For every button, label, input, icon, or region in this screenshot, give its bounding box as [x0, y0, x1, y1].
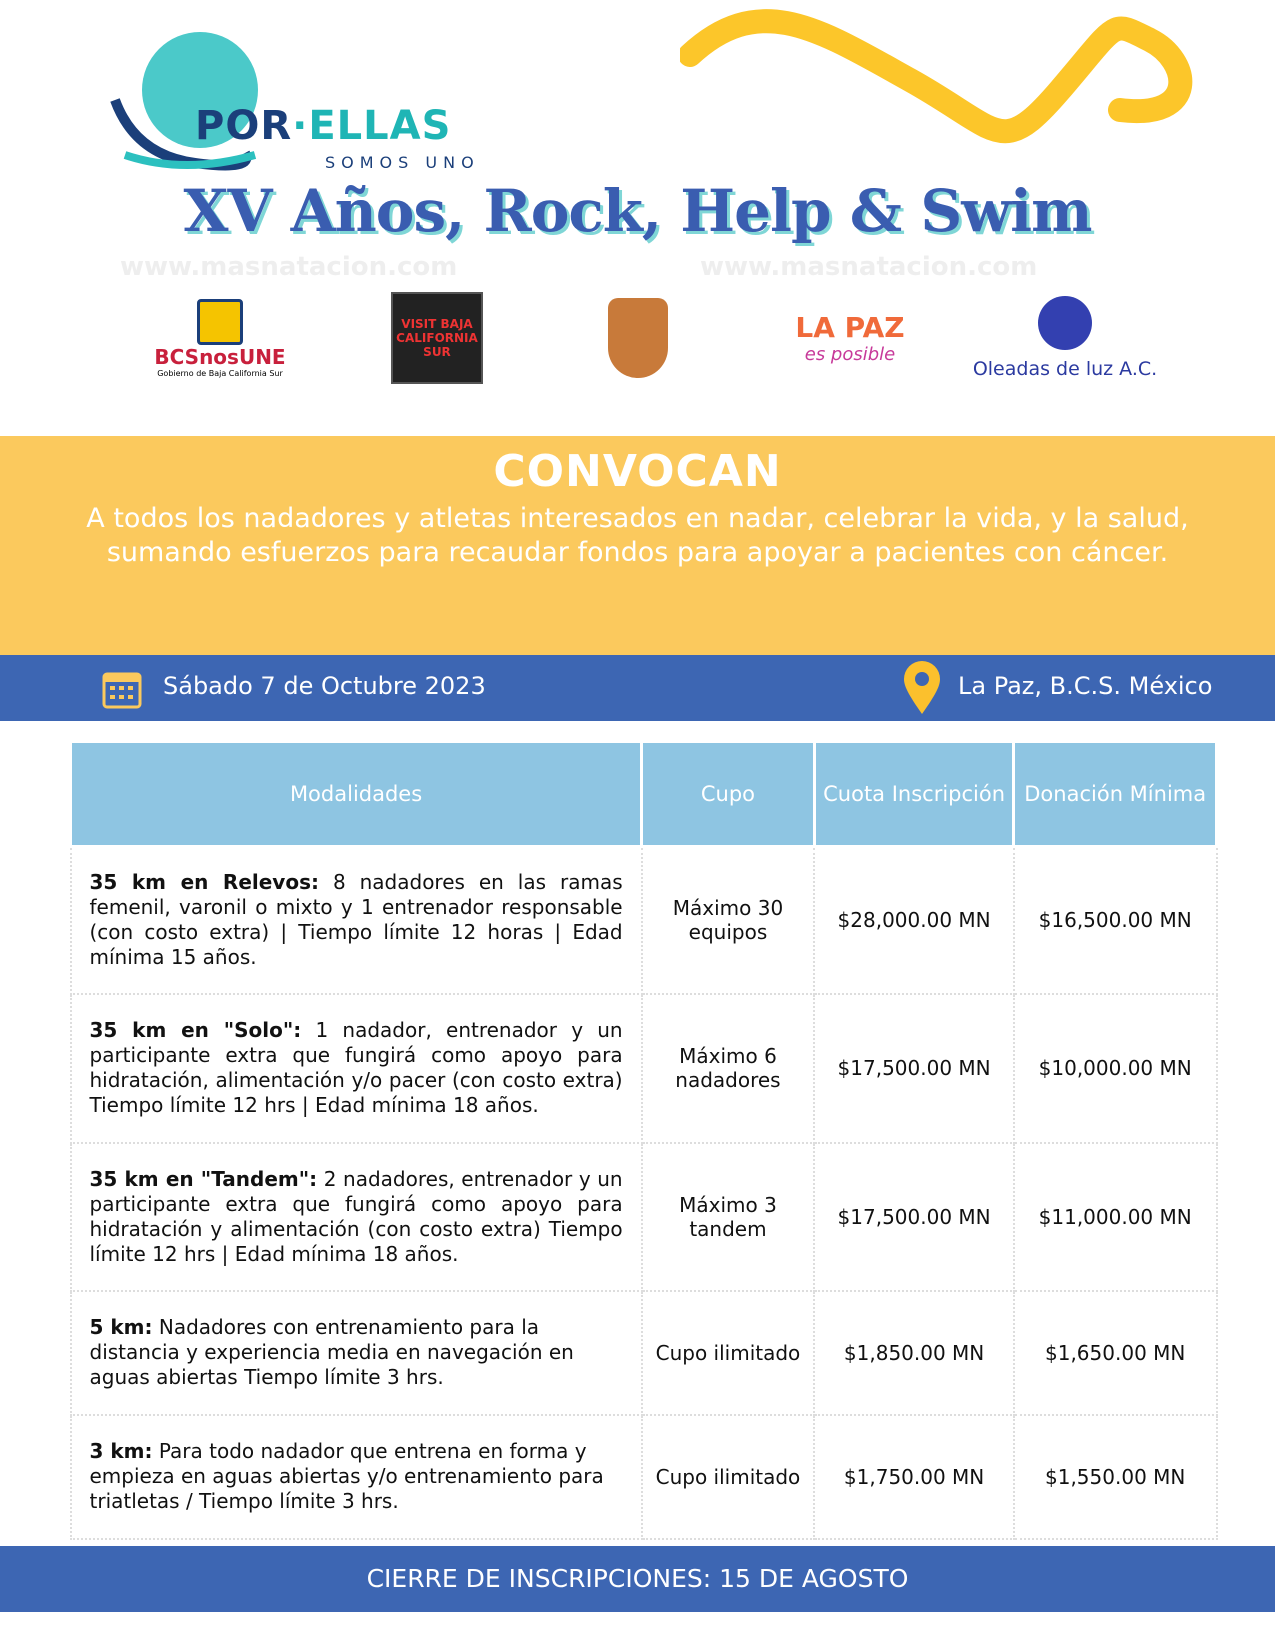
watermark: www.masnatacion.com — [120, 252, 458, 282]
por-ellas-logo — [105, 25, 495, 175]
sponsor-bcs — [140, 288, 300, 388]
cupo-cell: Máximo 3 tandem — [642, 1143, 815, 1291]
modalidad-name: 35 km en Relevos: — [89, 870, 319, 895]
sponsor-visit-bcs — [391, 292, 483, 384]
logo-tagline: SOMOS UNO — [325, 153, 480, 172]
logo-part1: POR — [195, 103, 293, 149]
table-row — [71, 1143, 1217, 1291]
header-donacion: Donación Mínima — [1014, 742, 1217, 847]
cupo-cell: Máximo 6 nadadores — [642, 994, 815, 1143]
donacion-cell: $10,000.00 MN — [1014, 994, 1217, 1143]
cupo-cell: Cupo ilimitado — [642, 1415, 815, 1539]
shield-icon — [197, 299, 243, 345]
donacion-cell: $1,550.00 MN — [1014, 1415, 1217, 1539]
convocan-heading: CONVOCAN — [493, 446, 782, 497]
modalidad-name: 35 km en "Tandem": — [89, 1166, 318, 1191]
convocan-banner — [0, 436, 1275, 655]
modalidad-name: 35 km en "Solo": — [89, 1018, 302, 1042]
cupo-cell: Cupo ilimitado — [642, 1291, 815, 1415]
event-date: Sábado 7 de Octubre 2023 — [163, 672, 486, 700]
table-row — [71, 994, 1217, 1143]
header-cupo: Cupo — [642, 742, 815, 847]
modalidad-cell — [71, 1415, 642, 1539]
modalidad-desc: 8 nadadores en las ramas femenil, varonil o mixto y 1 entrenador responsable (con costo extra) | Tiempo límite 12 horas | Edad mínima 15 años. — [89, 870, 623, 970]
watermark: www.masnatacion.com — [700, 252, 1038, 282]
info-bar — [0, 655, 1275, 721]
table-row — [71, 847, 1217, 994]
donacion-cell: $1,650.00 MN — [1014, 1291, 1217, 1415]
table-header-row — [71, 742, 1217, 847]
cuota-cell: $1,850.00 MN — [814, 1291, 1014, 1415]
sponsor-sub: es posible — [804, 344, 896, 365]
modalidad-cell — [71, 1291, 642, 1415]
wave-logo-icon — [1038, 296, 1092, 350]
modalidad-name: 3 km: — [89, 1439, 153, 1463]
table-row — [71, 1415, 1217, 1539]
modalidad-desc: 2 nadadores, entrenador y un participante extra que fungirá como apoyo para hidratación y alimentación (con costo extra) Tiempo límite 12 hrs | Edad mínima 18 años. — [89, 1166, 623, 1266]
sponsor-coat-of-arms — [598, 288, 678, 388]
sponsor-la-paz — [795, 288, 905, 388]
convocan-text: A todos los nadadores y atletas interesados en nadar, celebrar la vida, y la salud, sumando esfuerzos para recaudar fondos para apoyar a pacientes con cáncer. — [86, 503, 1189, 568]
sponsor-name: Oleadas de luz A.C. — [972, 358, 1158, 380]
cuota-cell: $17,500.00 MN — [814, 994, 1014, 1143]
sponsor-sub: Gobierno de Baja California Sur — [157, 368, 283, 378]
cupo-cell: Máximo 30 equipos — [642, 847, 815, 994]
modalidad-name: 5 km: — [89, 1315, 153, 1339]
registration-deadline-banner: CIERRE DE INSCRIPCIONES: 15 DE AGOSTO — [0, 1546, 1275, 1612]
modalidad-desc: 1 nadador, entrenador y un participante extra que fungirá como apoyo para hidratación, alimentación y/o pacer (con costo extra) Tiempo límite 12 hrs | Edad mínima 18 años. — [89, 1018, 623, 1117]
sponsor-name: BCSnosUNE — [154, 344, 286, 369]
ribbon-decoration — [680, 0, 1240, 150]
modalidad-desc: Para todo nadador que entrena en forma y empieza en aguas abiertas y/o entrenamiento para triatletas / Tiempo límite 3 hrs. — [89, 1439, 604, 1513]
modalidad-desc: Nadadores con entrenamiento para la distancia y experiencia media en navegación en aguas abiertas Tiempo límite 3 hrs. — [89, 1315, 574, 1389]
event-title: XV Años, Rock, Help & Swim — [183, 177, 1092, 245]
header-modalidades: Modalidades — [71, 742, 642, 847]
globe-icon — [105, 25, 275, 175]
location-pin-icon — [903, 660, 941, 716]
calendar-icon — [102, 669, 142, 709]
cuota-cell: $1,750.00 MN — [814, 1415, 1014, 1539]
modalidad-cell — [71, 1143, 642, 1291]
logo-part2: ·ELLAS — [292, 103, 452, 149]
donacion-cell: $16,500.00 MN — [1014, 847, 1217, 994]
sponsor-name: VISIT BAJA CALIFORNIA SUR — [396, 317, 478, 359]
event-location: La Paz, B.C.S. México — [958, 672, 1213, 700]
table-row — [71, 1291, 1217, 1415]
modalidad-cell — [71, 847, 642, 994]
sponsor-oleadas — [955, 288, 1175, 388]
coat-of-arms-icon — [608, 298, 668, 378]
donacion-cell: $11,000.00 MN — [1014, 1143, 1217, 1291]
header-cuota: Cuota Inscripción — [814, 742, 1014, 847]
cuota-cell: $28,000.00 MN — [814, 847, 1014, 994]
logo-name — [195, 103, 451, 149]
sponsor-name: LA PAZ — [795, 311, 905, 344]
modalidad-cell — [71, 994, 642, 1143]
cuota-cell: $17,500.00 MN — [814, 1143, 1014, 1291]
modalities-table — [69, 740, 1218, 1540]
